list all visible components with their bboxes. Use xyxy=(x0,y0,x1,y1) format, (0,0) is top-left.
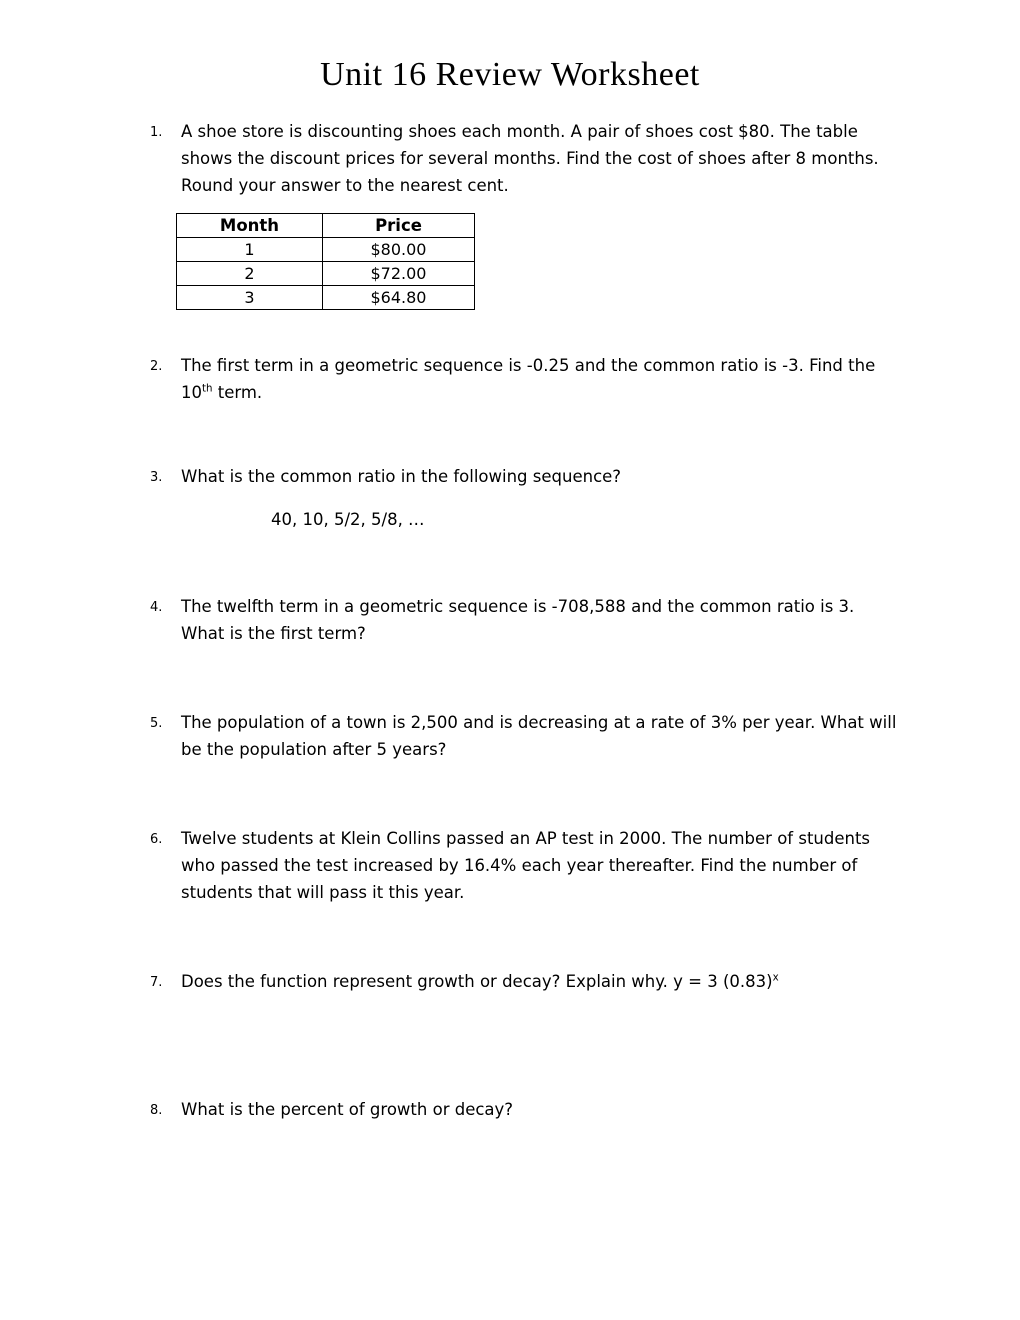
problem-2-text-after: term. xyxy=(212,383,263,402)
problem-8 xyxy=(150,1096,902,1124)
problem-2-superscript: th xyxy=(202,383,213,395)
problem-3-sequence: 40, 10, 5/2, 5/8, … xyxy=(271,510,425,529)
problem-5 xyxy=(150,709,902,763)
problem-3-number: 3. xyxy=(150,470,163,485)
problem-5-number: 5. xyxy=(150,716,163,731)
problem-2-number: 2. xyxy=(150,359,163,374)
table-cell-month: 1 xyxy=(177,238,323,262)
worksheet-content xyxy=(0,118,1020,1124)
problem-3-question: What is the common ratio in the following sequence? xyxy=(181,467,622,486)
table-cell-price: $64.80 xyxy=(323,286,475,310)
problem-4-text: The twelfth term in a geometric sequence is -708,588 and the common ratio is 3. What is the first term? xyxy=(181,597,855,643)
problem-3-text xyxy=(181,463,897,533)
problem-3 xyxy=(150,463,902,533)
problem-7-text xyxy=(181,968,897,995)
table-cell-price: $80.00 xyxy=(323,238,475,262)
page-title: Unit 16 Review Worksheet xyxy=(320,56,700,93)
table-header-row xyxy=(177,214,475,238)
problem-4-number: 4. xyxy=(150,600,163,615)
table-row xyxy=(177,238,475,262)
problem-7-number: 7. xyxy=(150,975,163,990)
problem-2-text xyxy=(181,352,897,406)
table-header-month: Month xyxy=(177,214,323,238)
problem-2-text-before: The first term in a geometric sequence is -0.25 and the common ratio is -3. Find the 10 xyxy=(181,356,876,402)
problem-1-number: 1. xyxy=(150,125,163,140)
table-cell-month: 3 xyxy=(177,286,323,310)
problem-7-text-before: Does the function represent growth or decay? Explain why. y = 3 (0.83) xyxy=(181,972,773,991)
table-cell-month: 2 xyxy=(177,262,323,286)
problem-4 xyxy=(150,593,902,647)
table-cell-price: $72.00 xyxy=(323,262,475,286)
problem-1 xyxy=(150,118,902,199)
problem-6-number: 6. xyxy=(150,832,163,847)
problem-8-text: What is the percent of growth or decay? xyxy=(181,1100,514,1119)
table-header-price: Price xyxy=(323,214,475,238)
problem-5-text: The population of a town is 2,500 and is decreasing at a rate of 3% per year. What will be the population after 5 years? xyxy=(181,713,897,759)
problem-6-text: Twelve students at Klein Collins passed an AP test in 2000. The number of students who passed the test increased by 16.4% each year thereafter. Find the number of students that will pass it this year. xyxy=(181,829,871,902)
problem-1-text: A shoe store is discounting shoes each month. A pair of shoes cost $80. The table shows the discount prices for several months. Find the cost of shoes after 8 months. Round your answer to the nearest cent. xyxy=(181,122,879,195)
table-row xyxy=(177,262,475,286)
problem-6 xyxy=(150,825,902,906)
price-table xyxy=(176,213,475,310)
problem-7-superscript: x xyxy=(772,972,779,984)
problem-2 xyxy=(150,352,902,406)
problem-7 xyxy=(150,968,902,996)
table-row xyxy=(177,286,475,310)
problem-8-number: 8. xyxy=(150,1103,163,1118)
